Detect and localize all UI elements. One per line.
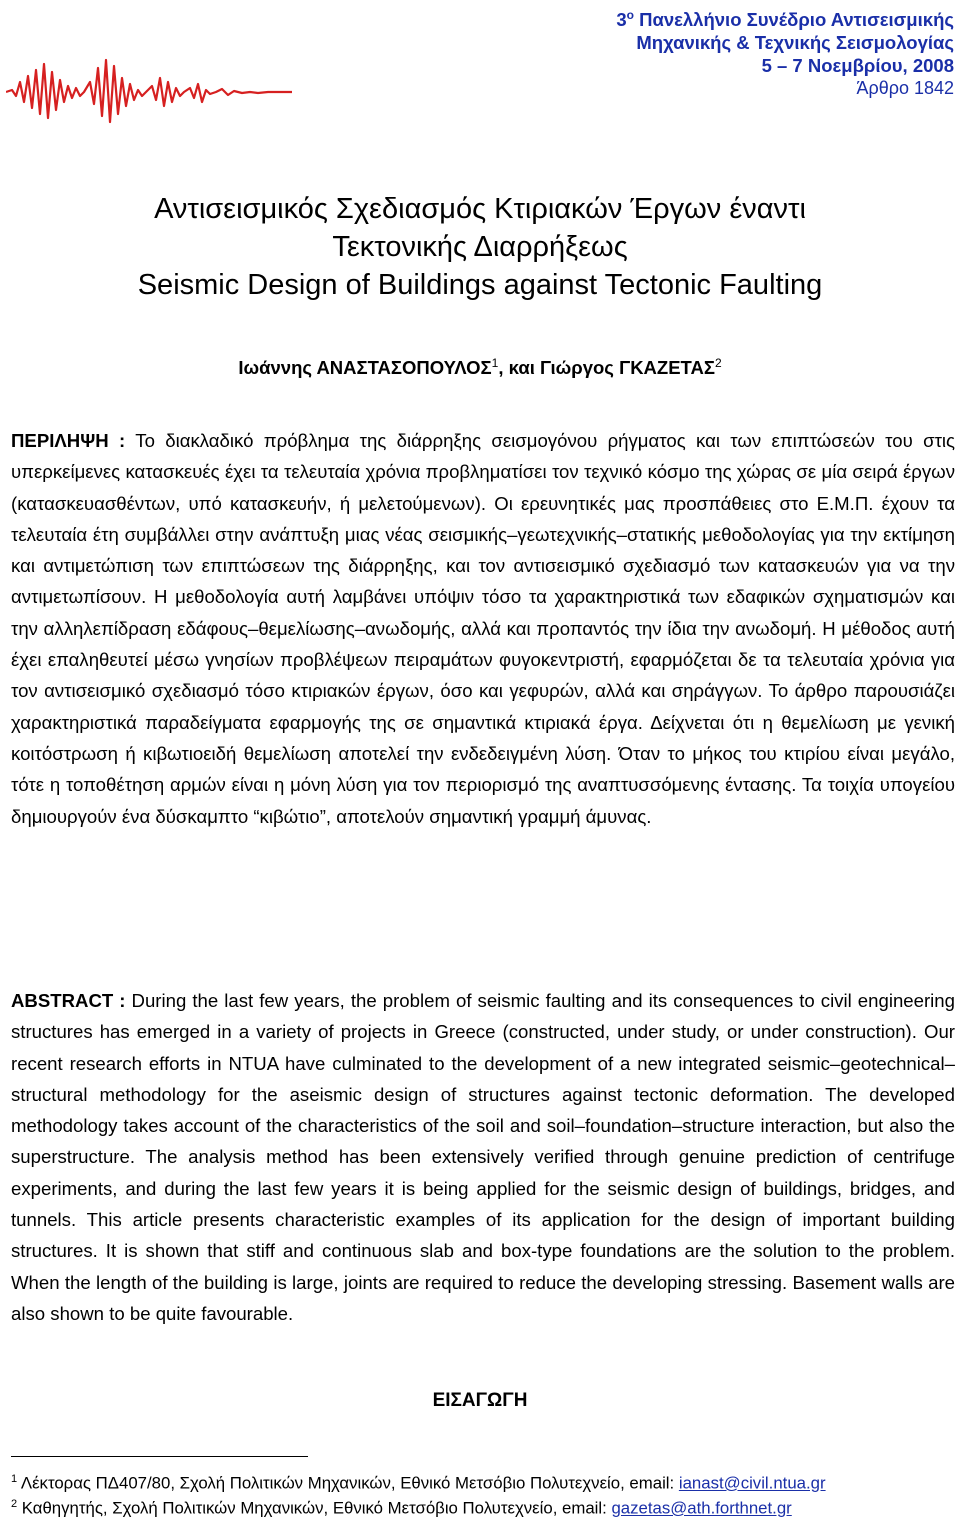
conference-ordinal-sup: ο [626,8,634,22]
abstract-greek-text: Το διακλαδικό πρόβλημα της διάρρηξης σεισμογόνου ρήγματος και των επιπτώσεών του στις υπερκείμενες κατασκευές έχει τα τελευταία χρόνια προβληματίσει τον τεχνικό κόσμο της χώρας σε μία σειρά έργων (κατασκευασθέντων, υπό κατασκευήν, ή μελετούμενων). Οι ερευνητικές μας προσπάθειες στο Ε.Μ.Π. έχουν τα τελευταία έτη συμβάλλει στην ανάπτυξη μιας νέας σεισμικής–γεωτεχνικής–στατικής μεθοδολογίας για την εκτίμηση και αντιμετώπιση των επιπτώσεων της διάρρηξης, και τον αντισεισμικό σχεδιασμό των κατασκευών για να την αντιμετωπίσουν. Η μεθοδολογία αυτή λαμβάνει υπόψιν τόσο τα χαρακτηριστικά των εδαφικών σχηματισμών και την αλληλεπίδραση εδάφους–θεμελίωσης–ανωδομής, αλλά και προπαντός την ίδια την ανωδομή. Η μέθοδος αυτή έχει επαληθευτεί μέσω γνησίων προβλέψεων πειραμάτων φυγοκεντριστή, εφαρμόζεται δε τα τελευταία χρόνια για τον αντισεισμικό σχεδιασμό τόσο κτιριακών έργων, όσο και γεφυρών, αλλά και σηράγγων. Το άρθρο παρουσιάζει χαρακτηριστικά παραδείγματα εφαρμογής της σε σημαντικά κτιριακά έργα. Δείχνεται ότι η θεμελίωση με γενική κοιτόστρωση ή κιβωτιοειδή θεμελίωση αποτελεί την ενδεδειγμένη λύση. Όταν το μήκος του κτιρίου είναι μεγάλο, τότε η τοποθέτηση αρμών είναι η μόνη λύση για τον περιορισμό της αναπτυσσόμενης έντασης. Τα τοιχία υπογείου δημιουργούν ένα δύσκαμπτο “κιβώτιο”, αποτελούν σημαντική γραμμή άμυνας. [11,430,955,827]
footnote-divider [11,1456,308,1457]
seismogram-logo-icon [6,52,292,130]
footnote-2-number: 2 [11,1498,18,1510]
article-number: Άρθρο 1842 [856,78,954,98]
footnote-1-email-link[interactable]: ianast@civil.ntua.gr [678,1473,826,1493]
author-2-affiliation: 2 [714,356,722,370]
author-separator: , και [498,357,540,379]
conference-dates: 5 – 7 Νοεμβρίου, 2008 [761,55,954,76]
footnote-2 [11,1494,955,1519]
abstract-english-label: ABSTRACT : [11,990,126,1011]
abstract-english [11,985,955,1329]
abstract-greek-label: ΠΕΡΙΛΗΨΗ : [11,430,126,451]
footnote-1-text: Λέκτορας ΠΔ407/80, Σχολή Πολιτικών Μηχανικών, Εθνικό Μετσόβιο Πολυτεχνείο, email: [17,1473,679,1493]
conference-title-line2: Μηχανικής & Τεχνικής Σεισμολογίας [636,32,954,53]
section-heading-introduction: ΕΙΣΑΓΩΓΗ [432,1390,528,1411]
title-greek-line1: Αντισεισμικός Σχεδιασμός Κτιριακών Έργων έναντι [154,193,806,225]
conference-title-line1 [616,4,954,31]
title-greek-line2: Τεκτονικής Διαρρήξεως [332,231,628,263]
conference-ordinal: 3 [616,9,627,30]
conference-title-rest: Πανελλήνιο Συνέδριο Αντισεισμικής [633,9,954,30]
footnote-1-number: 1 [11,1473,18,1485]
author-1-affiliation: 1 [491,356,499,370]
footnote-2-email-link[interactable]: gazetas@ath.forthnet.gr [611,1498,792,1518]
abstract-greek [11,425,955,832]
footnote-2-text: Καθηγητής, Σχολή Πολιτικών Μηχανικών, Εθνικό Μετσόβιο Πολυτεχνείο, email: [17,1498,612,1518]
authors-line [0,349,960,382]
abstract-english-text: During the last few years, the problem of seismic faulting and its consequences to civil engineering structures has emerged in a variety of projects in Greece (constructed, under study, or under construction). Our recent research efforts in NTUA have culminated to the development of a new integrated seismic–geotechnical–structural methodology for the aseismic design of structures against tectonic deformation. The developed methodology takes account of the characteristics of the soil and soil–foundation–structure interaction, but also the superstructure. The analysis method has been extensively verified through genuine prediction of centrifuge experiments, and during the last few years it is being applied for the seismic design of buildings, bridges, and tunnels. This article presents characteristic examples of its application for the design of important building structures. It is shown that stiff and continuous slab and box-type foundations are the solution to the problem. When the length of the building is large, joints are required to reduce the developing stressing. Basement walls are also shown to be quite favourable. [11,990,955,1324]
title-greek [0,190,960,266]
footnote-1 [11,1469,955,1494]
conference-info [616,4,954,100]
author-2: Γιώργος ΓΚΑΖΕΤΑΣ [539,357,715,379]
title-english: Seismic Design of Buildings against Tectonic Faulting [137,269,823,301]
author-1: Ιωάννης ΑΝΑΣΤΑΣΟΠΟΥΛΟΣ [238,357,492,379]
